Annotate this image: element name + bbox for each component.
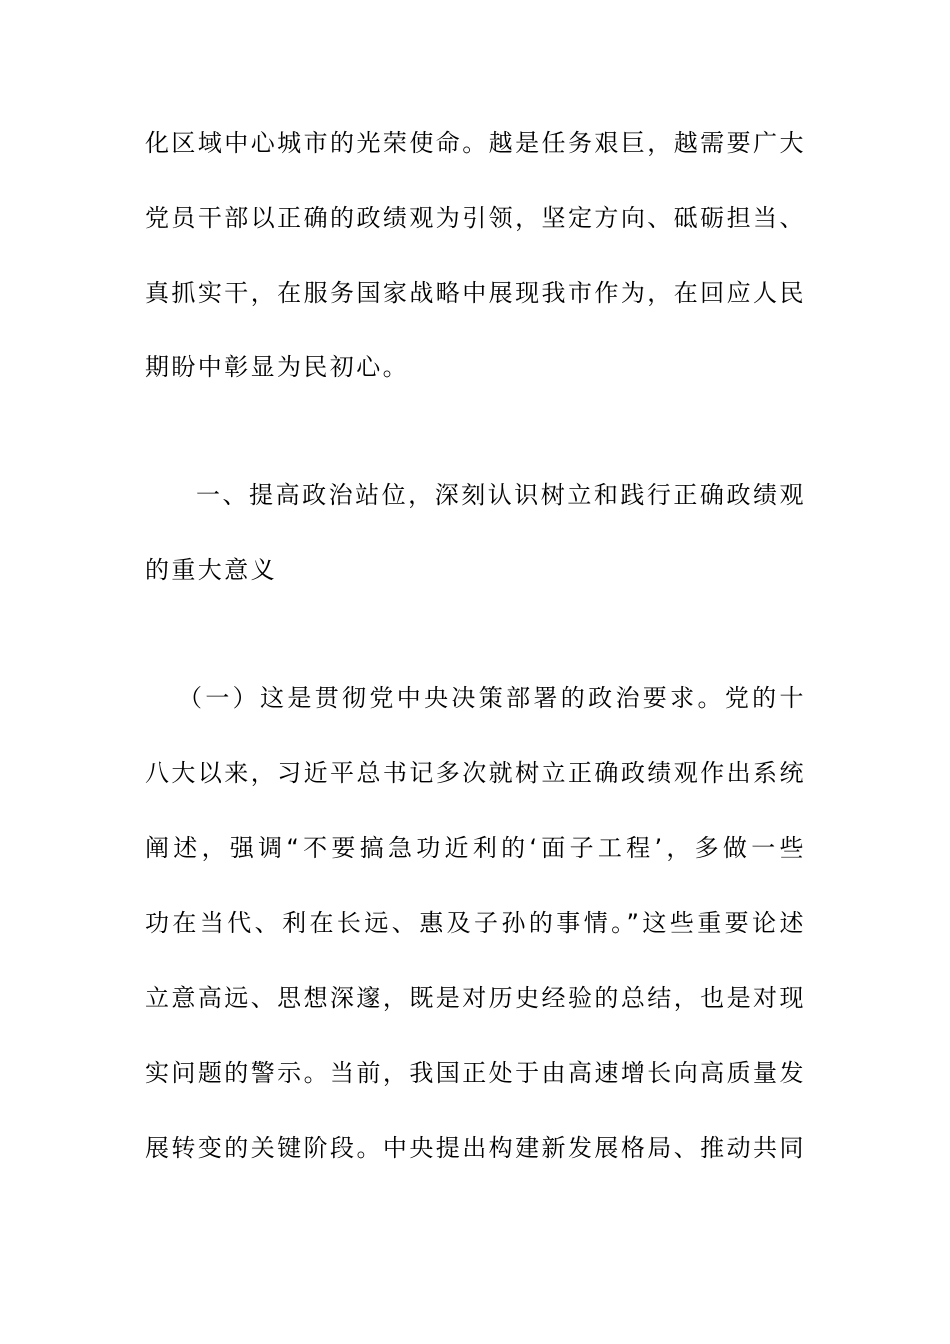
- text-line: 期盼中彰显为民初心。: [145, 353, 409, 381]
- text-line: （一）这是贯彻党中央决策部署的政治要求。党的十: [178, 684, 805, 712]
- text-line: 真抓实干，在服务国家战略中展现我市作为，在回应人民: [145, 279, 805, 307]
- text-line: 八大以来，习近平总书记多次就树立正确政绩观作出系统: [145, 759, 805, 787]
- text-line: 党员干部以正确的政绩观为引领，坚定方向、砥砺担当、: [145, 204, 805, 232]
- text-line: 阐述，强调“不要搞急功近利的‘面子工程’，多做一些: [145, 834, 805, 862]
- text-line: 立意高远、思想深邃，既是对历史经验的总结，也是对现: [145, 984, 805, 1012]
- heading-line: 的重大意义: [145, 556, 277, 584]
- text-line: 展转变的关键阶段。中央提出构建新发展格局、推动共同: [145, 1134, 805, 1162]
- text-line: 功在当代、利在长远、惠及子孙的事情。”这些重要论述: [145, 909, 805, 937]
- text-line: 化区域中心城市的光荣使命。越是任务艰巨，越需要广大: [145, 129, 805, 157]
- heading-line: 一、提高政治站位，深刻认识树立和践行正确政绩观: [196, 481, 805, 509]
- text-line: 实问题的警示。当前，我国正处于由高速增长向高质量发: [145, 1059, 805, 1087]
